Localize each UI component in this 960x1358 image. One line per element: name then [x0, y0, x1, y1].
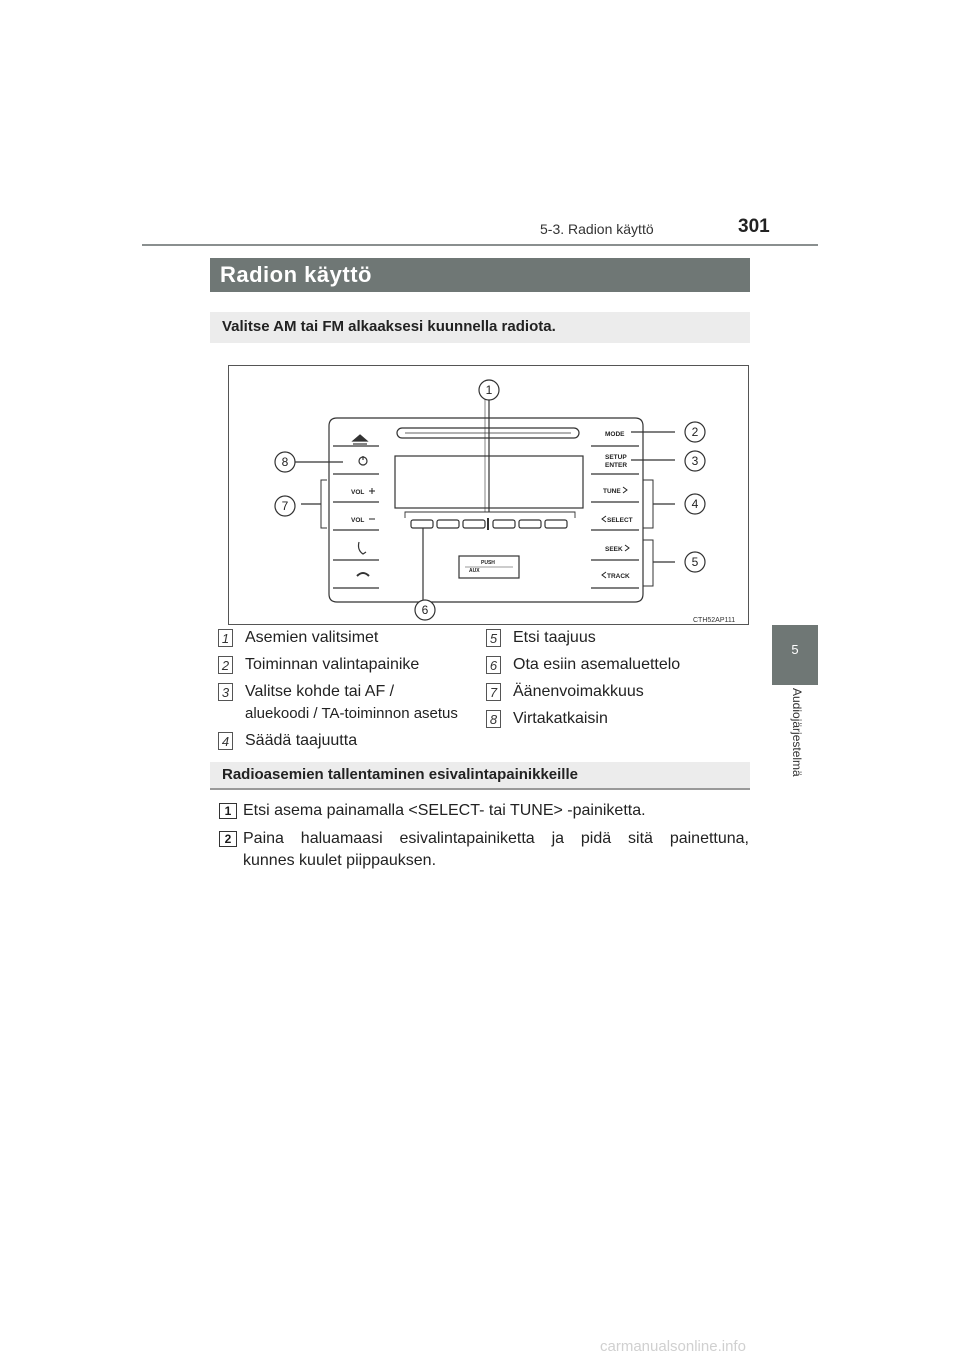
- header-rule: [142, 244, 818, 246]
- track-button-label: TRACK: [607, 573, 630, 580]
- hangup-icon: [357, 573, 369, 576]
- legend-item-6: 6 Ota esiin asemaluettelo: [486, 656, 680, 674]
- footer-watermark: carmanualsonline.info: [600, 1338, 746, 1355]
- legend-item-5: 5 Etsi taajuus: [486, 629, 596, 647]
- vol-minus-label: VOL: [351, 517, 365, 524]
- select-button-label: SELECT: [607, 517, 633, 524]
- preset-button-1: [411, 520, 433, 528]
- radio-panel-drawing: [229, 366, 750, 626]
- page-number: 301: [738, 216, 770, 237]
- tune-button-label: TUNE: [603, 488, 621, 495]
- subheading-2: Radioasemien tallentaminen esivalintapainikkeille: [222, 766, 578, 783]
- radio-panel-figure: [228, 365, 749, 625]
- legend-item-7: 7 Äänenvoimakkuus: [486, 683, 644, 701]
- phone-icon: [359, 542, 367, 554]
- preset-button-2: [437, 520, 459, 528]
- chapter-tab[interactable]: 5: [772, 625, 818, 685]
- legend-item-4: 4 Säädä taajuutta: [218, 732, 357, 750]
- legend-item-8: 8 Virtakatkaisin: [486, 710, 608, 728]
- callout-1-label: 1: [485, 383, 493, 397]
- preset-button-4: [493, 520, 515, 528]
- mode-button-label: MODE: [605, 431, 625, 438]
- step-2-line-2: kunnes kuulet piippauksen.: [243, 852, 437, 869]
- legend-item-2: 2 Toiminnan valintapainike: [218, 656, 419, 674]
- step-2-line-1: Paina haluamaasi esivalintapainiketta ja pidä sitä painettuna,: [243, 830, 749, 847]
- section-header: 5-3. Radion käyttö: [540, 221, 654, 237]
- callout-5-label: 5: [691, 555, 699, 569]
- setup-button-label: SETUP: [605, 454, 627, 461]
- subheading-1: Valitse AM tai FM alkaaksesi kuunnella radiota.: [222, 318, 556, 335]
- legend-item-3-line2: aluekoodi / TA-toiminnon asetus: [245, 705, 458, 722]
- step-1-text: Etsi asema painamalla <SELECT- tai TUNE> -painiketta.: [243, 802, 646, 819]
- callout-7-label: 7: [281, 499, 289, 513]
- callout-8-label: 8: [281, 455, 289, 469]
- chapter-label: Audiojärjestelmä: [790, 688, 804, 777]
- preset-button-3: [463, 520, 485, 528]
- legend-item-3: 3 Valitse kohde tai AF /: [218, 683, 394, 701]
- enter-button-label: ENTER: [605, 462, 628, 469]
- push-label: PUSH: [481, 560, 495, 566]
- vol-plus-label: VOL: [351, 489, 365, 496]
- eject-icon: [353, 435, 367, 441]
- callout-4-label: 4: [691, 497, 699, 511]
- callout-6-label: 6: [421, 603, 429, 617]
- step-1-number: 1: [219, 803, 237, 819]
- page-title: Radion käyttö: [220, 262, 372, 287]
- preset-button-5: [519, 520, 541, 528]
- callout-3-label: 3: [691, 454, 699, 468]
- seek-button-label: SEEK: [605, 546, 623, 553]
- callout-2-label: 2: [691, 425, 699, 439]
- aux-label: AUX: [469, 568, 480, 574]
- figure-code: CTH52AP111: [693, 617, 736, 624]
- preset-button-6: [545, 520, 567, 528]
- step-2-number: 2: [219, 831, 237, 847]
- legend-item-1: 1 Asemien valitsimet: [218, 629, 378, 647]
